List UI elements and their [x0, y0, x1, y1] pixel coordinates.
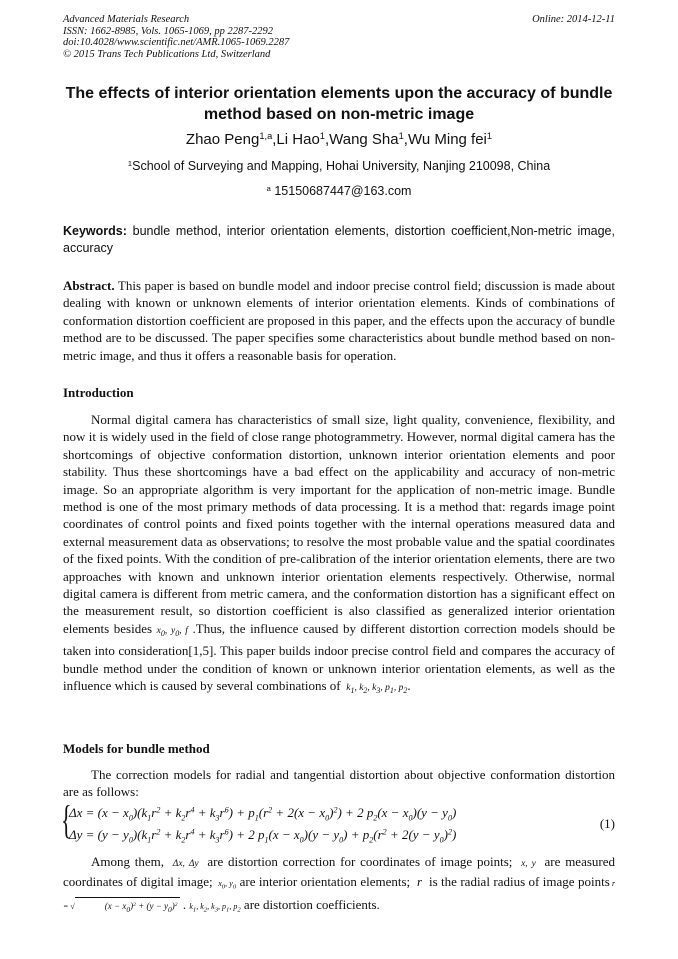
affiliation-sup: 1	[127, 158, 133, 168]
author-sup: 1,a	[259, 130, 273, 141]
formula-k1-k2-k3-p1-p2: $k_1$, $k_2$, $k_3$, $p_1$, $p_2$	[343, 682, 408, 695]
title-line-2: method based on non-metric image	[203, 106, 475, 123]
formula-r-sqrt: r = √ $(x - x_0)^2 + (y - y_0)^2$	[63, 879, 615, 911]
after-text-c: are measured coordinates of digital image;	[63, 854, 616, 890]
affiliation	[50, 159, 628, 173]
journal-header	[63, 14, 615, 60]
title-line-1: The effects of interior orientation elements upon the accuracy of bundle	[65, 85, 613, 102]
equation-line-dy: $\Delta y = (y - y_0)(k_1r^2 + k_2r^4 + k_3r^6) + 2$ $p_1(x - x_0)(y - y_0) + p_2(r^2 + 2(y - y_0)^2)$	[69, 827, 457, 845]
keywords-label: Keywords:	[63, 224, 127, 238]
formula-dx-dy: Δx, Δy	[168, 859, 203, 869]
author-name: Wang Sha	[329, 131, 399, 148]
equation-1	[61, 797, 615, 845]
equation-brace: {	[61, 797, 72, 842]
paper-title	[50, 83, 628, 125]
intro-text-c: .	[407, 677, 411, 693]
email-sup: a	[266, 183, 271, 193]
abstract	[63, 277, 615, 364]
models-paragraph: The correction models for radial and tangential distortion about objective conformation distortion are as follows:	[63, 767, 615, 800]
after-text-e: is the radial radius of image points	[428, 874, 610, 890]
after-text-f: are distortion coefficients.	[243, 897, 380, 913]
formula-r: r	[413, 874, 426, 890]
introduction-paragraph	[63, 411, 615, 699]
keywords	[63, 223, 615, 257]
email	[50, 184, 628, 198]
author-sup: 1	[398, 130, 404, 141]
doi-line[interactable]: doi:10.4028/www.scientific.net/AMR.1065-1069.2287	[63, 37, 290, 48]
formula-x0-y0: $x_0$, $y_0$	[216, 879, 237, 891]
formula-coefficients: $k_1$, $k_2$, $k_3$, $p_1$, $p_2$	[189, 902, 241, 914]
online-date: Online: 2014-12-11	[532, 14, 615, 25]
keywords-text: bundle method, interior orientation elements, distortion coefficient,Non-metric image, accuracy	[63, 224, 615, 255]
author-list: Zhao Peng$^{1,a}$,Li Hao$^1$,Wang Sha$^1$,Wu Ming fei$^1$	[185, 130, 493, 148]
issn-line: ISSN: 1662-8985, Vols. 1065-1069, pp 2287-2292	[63, 25, 273, 37]
affiliation-text: School of Surveying and Mapping, Hohai University, Nanjing 210098, China	[132, 159, 551, 173]
copyright-line: © 2015 Trans Tech Publications Ltd, Switzerland	[63, 48, 271, 60]
author-name: Zhao Peng	[185, 131, 260, 148]
equation-explanation: Among them, Δx, Δy are distortion correction for coordinates of image points; x, y are measured coordinates of digital image; $x_0$, $y_0$ are interior orientation elements; r is the radial radius of image points r = √ $(x - x_0)^2 + (y - y_0)^2$ . $k_1$, $k_2$, $k_3$, $p_1$, $p_2$ are distortion coefficients.	[63, 853, 615, 919]
formula-x-y: x, y	[517, 859, 540, 869]
author-sup: 1	[486, 130, 493, 141]
equation-line-dx: $\Delta x = (x - x_0)(k_1r^2 + k_2r^4 + k_3r^6) + p_1(r^2 + 2(x - x_0)^2) + 2$ $p_2(x - x_0)(y - y_0)$	[69, 805, 457, 823]
abstract-text: This paper is based on bundle model and indoor precise control field; discussion is made about dealing with known or unknown elements of interior orientation elements. Kinds of combinations of conformation distortion coefficient are proposed in this paper, and the effects upon the accuracy of bundle method are to be discussed. The paper specifies some characteristics about bundle method based on non-metric image, and thus it offers a reasonable basis for operation.	[63, 278, 616, 363]
after-text-d: are interior orientation elements;	[239, 874, 411, 890]
after-text-b: are distortion correction for coordinates of image points;	[207, 854, 513, 869]
equation-number: (1)	[599, 816, 615, 831]
section-heading-introduction: Introduction	[63, 385, 134, 400]
intro-text-b: .Thus, the influence caused by different distortion correction models should be taken into consideration[1,5]. This paper builds indoor precise control field and compares the accuracy of bundle method under the condition of known or unknown interior orientation elements, as well as the influence which is caused by several combinations of	[63, 620, 616, 693]
intro-text-a: Normal digital camera has characteristics of small size, light quality, convenience, flexibility, and now it is widely used in the field of close range photogrammetry. However, normal digital camera has the shortcomings of objective conformation distortion, unknown interior orientation elements and poor stability. Thus these shortcomings have a bad effect on the applicability and accuracy of non-metric image. So an appropriate algorithm is very important for the application of non-metric image. Bundle method is one of the most primary methods of data processing. It is a method that: regards image point coordinates of control points and fixed points together with the internal operations measured data and external measurement data as observations; to resolve the most probable value and the spatial coordinates of the fixed points. With the condition of pre-calibration of the interior orientation elements, there are two approaches with known and unknown interior orientation elements respectively. Otherwise, normal digital camera is different from metric camera, and the conformation distortion has a significant effect on the measurement result, so distortion coefficient is also classified as generalized interior orientation elements besides	[63, 412, 615, 636]
after-text-a: Among them,	[91, 854, 165, 869]
abstract-label: Abstract.	[63, 278, 115, 293]
author-sup: 1	[319, 130, 325, 141]
author-name: Wu Ming fei	[407, 131, 487, 148]
formula-x0-y0-f: $x_0$, $y_0$, f	[156, 625, 188, 638]
section-heading-models: Models for bundle method	[63, 741, 210, 756]
journal-name: Advanced Materials Research	[63, 14, 190, 25]
author-name: Li Hao	[276, 131, 320, 148]
email-address[interactable]: 15150687447@163.com	[274, 184, 412, 198]
